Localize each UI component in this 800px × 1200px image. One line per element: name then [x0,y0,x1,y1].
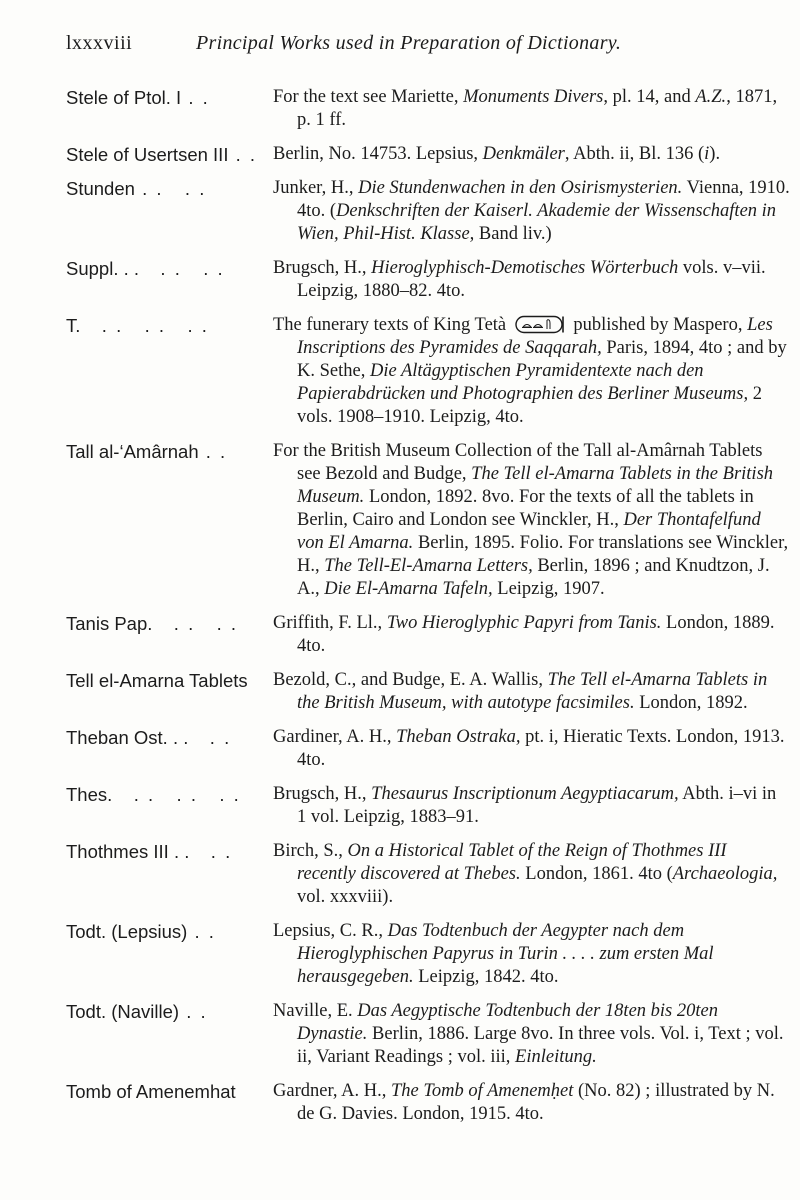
leader-dots: . . . . [134,178,207,199]
bibliography-entry [66,920,766,989]
teta-cartouche-icon [513,315,567,334]
leader-dots: . . . . [152,613,239,634]
reference-text: Bezold, C., and Budge, E. A. Wallis, [273,670,548,690]
reference-text: 2 vols. 1908–1910. Leipzig, 4to. [297,384,762,427]
abbreviation-text: Suppl. . . [66,258,140,279]
entry-abbreviation [66,143,273,166]
title-italic: Two Hieroglyphic Papyri from Tanis. [386,613,662,633]
entry-abbreviation [66,177,273,200]
title-italic: Thesaurus Inscriptionum Aegyptiacarum, [371,784,679,804]
bibliography-list [66,86,790,1137]
reference-text: (No. 82) ; illustrated by N. de G. Davies. London, 1915. 4to. [297,1081,775,1124]
reference-text: Paris, 1894, 4to ; and by K. Sethe, [297,338,787,381]
title-italic: Die Altägyptischen Pyramidentexte nach den Papierabdrücken und Photographien des Berliner Museums, [297,361,749,404]
entry-abbreviation [66,920,273,943]
abbreviation-text: Tall al-‘Amârnah [66,441,199,462]
title-italic: Das Aegyptische Todtenbuch der 18ten bis 20ten Dynastie. [297,1001,718,1044]
bibliography-entry [66,726,785,772]
title-italic: Theban Ostraka, [396,727,521,747]
entry-reference [273,257,790,303]
title-italic: Das Todtenbuch der Aegypter nach dem Hieroglyphischen Papyrus in Turin . . . . zum ersten Mal herausgegeben. [297,921,714,987]
reference-text: vol. xxxviii). [297,887,394,907]
entry-abbreviation [66,86,273,109]
reference-text: The funerary texts of King Tetà [273,315,511,335]
reference-text: Berlin, 1896 ; and Knudtzon, J. A., [297,556,770,599]
entry-abbreviation [66,440,273,463]
bibliography-entry [66,257,766,303]
reference-text: Birch, S., [273,841,348,861]
entry-reference [273,920,790,989]
reference-text: Naville, E. [273,1001,358,1021]
reference-text: Gardner, A. H., [273,1081,391,1101]
running-title: Principal Works used in Preparation of Dictionary. [196,32,622,54]
entry-reference [273,440,790,601]
reference-text: London, 1861. 4to ( [520,864,673,884]
bibliography-entry [66,1080,775,1126]
abbreviation-text: Stunden [66,178,135,199]
title-italic: The Tell el-Amarna Tablets in the British Museum. [297,464,774,507]
title-italic: The Tell el-Amarna Tablets in the British Museum, with autotype facsimiles. [297,670,768,713]
title-italic: Einleitung. [515,1047,597,1067]
title-italic: Die Stundenwachen in den Osirismysterien. [358,178,683,198]
entry-reference [273,314,790,429]
title-italic: The Tomb of Amenemḥet [390,1081,574,1101]
reference-text: , pl. 14, and [603,87,696,107]
entry-abbreviation [66,1080,273,1103]
entry-abbreviation [66,612,273,635]
abbreviation-text: Tell el-Amarna Tablets [66,670,248,691]
leader-dots: . . [181,87,210,108]
entry-reference [273,86,790,132]
entry-abbreviation [66,1000,273,1023]
leader-dots: . . [179,1001,208,1022]
bibliography-entry [66,440,789,601]
reference-text: Brugsch, H., [273,784,372,804]
entry-abbreviation [66,783,273,806]
title-italic: Monuments Divers [463,87,604,107]
reference-text: Leipzig, 1907. [492,579,605,599]
title-italic: Denkmäler [482,144,565,164]
entry-reference [273,143,790,166]
reference-text: For the text see Mariette, [273,87,464,107]
leader-dots: . . [189,841,233,862]
abbreviation-text: Thes. [66,784,113,805]
reference-text: Brugsch, H., [273,258,372,278]
entry-abbreviation [66,840,273,863]
abbreviation-text: Todt. (Naville) [66,1001,180,1022]
reference-text: Berlin, 1886. Large 8vo. In three vols. Vol. i, Text ; vol. ii, Variant Readings ; vol. iii, [297,1024,784,1067]
entry-abbreviation [66,669,273,692]
title-italic: Archaeologia, [672,864,778,884]
reference-text: published by Maspero, [568,315,748,335]
reference-text: Berlin, 1895. Folio. For translations see Winckler, H., [297,533,789,576]
abbreviation-text: Stele of Ptol. I [66,87,182,108]
entry-reference [273,840,790,909]
reference-text: , 1871, p. 1 ff. [297,87,778,130]
reference-text: Gardiner, A. H., [273,727,397,747]
entry-reference [273,669,790,715]
title-italic: Die El-Amarna Tafeln, [324,579,493,599]
reference-text: London, 1892. [634,693,748,713]
entry-abbreviation [66,726,273,749]
leader-dots: . . [228,144,258,165]
title-italic: Der Thontafelfund von El Amarna. [297,510,761,553]
leader-dots: . . . . [139,258,225,279]
page-header [66,30,746,60]
abbreviation-text: Thothmes III . . [66,841,190,862]
entry-reference [273,1080,790,1126]
bibliography-entry [66,1000,784,1069]
entry-reference [273,783,790,829]
title-italic: Hieroglyphisch-Demotisches Wörterbuch [371,258,679,278]
abbreviation-text: Theban Ost. . . [66,727,189,748]
title-italic: Denkschriften der Kaiserl. Akademie der Wissenschaften in Wien, Phil-Hist. Klasse, [297,201,777,244]
reference-text: pt. i, Hieratic Texts. London, 1913. 4to. [297,727,785,770]
leader-dots: . . [198,441,228,462]
abbreviation-text: Tomb of Amenemhat [66,1081,236,1102]
reference-text: Lepsius, C. R., [273,921,388,941]
entry-abbreviation [66,314,273,337]
bibliography-entry [66,612,775,658]
title-italic: The Tell-El-Amarna Letters, [324,556,533,576]
title-italic: A.Z. [695,87,727,107]
abbreviation-text: Stele of Usertsen III [66,144,229,165]
reference-text: , Abth. ii, Bl. 136 ( [564,144,705,164]
abbreviation-text: Tanis Pap. [66,613,153,634]
reference-text: Abth. i–vi in 1 vol. Leipzig, 1883–91. [297,784,777,827]
reference-text: London, 1892. 8vo. For the texts of all the tablets in Berlin, Cairo and London see Winckler, H., [297,487,754,530]
entry-abbreviation [66,257,273,280]
reference-text: ). [709,144,721,164]
page-number: lxxxviii [66,32,133,54]
leader-dots: . . [187,921,216,942]
abbreviation-text: Todt. (Lepsius) [66,921,188,942]
reference-text: London, 1889. 4to. [297,613,775,656]
bibliography-entry [66,840,778,909]
title-italic: i [704,144,710,164]
title-italic: On a Historical Tablet of the Reign of Thothmes III recently discovered at Thebes. [297,841,727,884]
reference-text: Junker, H., [273,178,359,198]
title-italic: Les Inscriptions des Pyramides de Saqqarah, [297,315,773,358]
leader-dots: . . . . . . [80,315,209,336]
leader-dots: . . . . . . [112,784,241,805]
entry-reference [273,177,790,246]
bibliography-entry [66,783,777,829]
reference-text: vols. v–vii. Leipzig, 1880–82. 4to. [297,258,766,301]
leader-dots: . . [188,727,232,748]
abbreviation-text: T. [66,315,81,336]
entry-reference [273,612,790,658]
reference-text: Berlin, No. 14753. Lepsius, [273,144,483,164]
reference-text: Vienna, 1910. 4to. ( [297,178,790,221]
reference-text: Band liv.) [474,224,552,244]
reference-text: Griffith, F. Ll., [273,613,387,633]
bibliography-entry [66,669,766,715]
entry-reference [273,1000,790,1069]
bibliography-entry [66,177,790,246]
bibliography-entry [66,314,787,429]
reference-text: Leipzig, 1842. 4to. [413,967,559,987]
bibliography-entry [66,86,778,132]
bibliography-entry [66,143,766,166]
reference-text: For the British Museum Collection of the Tall al-Amârnah Tablets see Bezold and Budge, [273,441,763,484]
entry-reference [273,726,790,772]
